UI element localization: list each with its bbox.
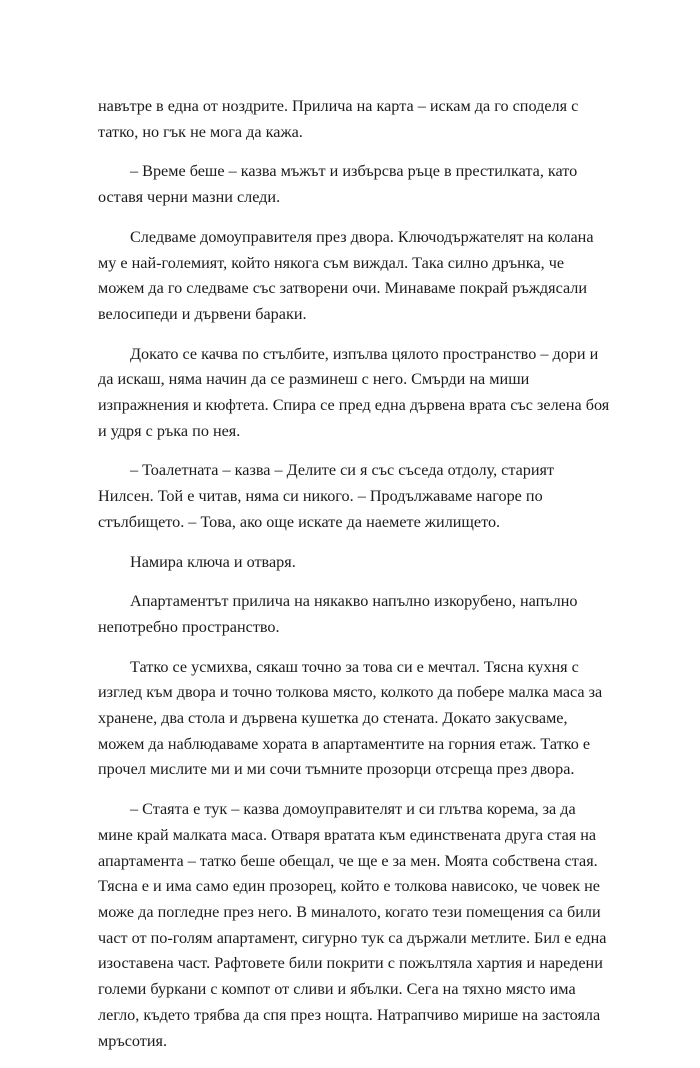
paragraph [98, 342, 608, 445]
text-line: стълбището. – Това, ако още искате да наемете жилището. [98, 512, 501, 531]
text-line: Апартаментът прилича на някакво напълно изкорубено, напълно [130, 592, 578, 611]
text-line: да искаш, няма начин да се разминеш с него. Смърди на миши [98, 370, 530, 389]
text-line: Следваме домоуправителя през двора. Ключодържателят на колана [130, 227, 594, 246]
text-line: прочел мислите ми и ми сочи тъмните прозорци отсреща през двора. [98, 760, 575, 779]
text-line: мине край малката маса. Отваря вратата към единствената друга стая на [98, 825, 597, 844]
text-line: изглед към двора и точно толкова място, колкото да побере малка маса за [98, 683, 603, 702]
paragraph [98, 159, 608, 210]
paragraph [98, 589, 608, 640]
text-line: легло, където трябва да спя през нощта. Натрапчиво мирише на застояла [98, 1005, 601, 1024]
text-line: оставя черни мазни следи. [98, 188, 281, 207]
paragraph [98, 458, 608, 535]
text-line: големи буркани с компот от сливи и ябълки. Сега на тяхно място има [98, 980, 576, 999]
text-line: непотребно пространство. [98, 617, 280, 636]
paragraph [98, 655, 608, 784]
paragraph [98, 797, 608, 1054]
text-line: мръсотия. [98, 1031, 168, 1050]
text-line: навътре в една от ноздрите. Прилича на карта – искам да го споделя с [98, 97, 579, 115]
text-line: му е най-големият, който някога съм виждал. Така силно дрънка, че [98, 253, 565, 272]
paragraph [98, 225, 608, 328]
paragraph [98, 94, 608, 145]
text-line: Докато се качва по стълбите, изпълва цялото пространство – дори и [130, 344, 599, 363]
text-line: хранене, два стола и дървена кушетка до стената. Докато закусваме, [98, 709, 568, 728]
text-line: изпражнения и кюфтета. Спира се пред една дървена врата със зелена боя [98, 396, 610, 415]
text-line: можем да наблюдаваме хората в апартаментите на горния етаж. Татко е [98, 734, 591, 753]
text-line: изоставена част. Рафтовете били покрити с пожълтяла хартия и наредени [98, 954, 603, 973]
text-line: можем да го следваме със затворени очи. Минаваме покрай ръждясали [98, 279, 588, 298]
text-line: може да погледне през него. В миналото, когато тези помещения са били [98, 902, 601, 921]
text-line: част от по-голям апартамент, сигурно тук са държали метлите. Бил е една [98, 928, 607, 947]
text-line: – Време беше – казва мъжът и избърсва ръце в престилката, като [130, 162, 578, 181]
text-line: Нилсен. Той е читав, няма си никого. – Продължаваме нагоре по [98, 487, 543, 506]
text-line: Намира ключа и отваря. [130, 552, 296, 571]
text-line: апартамента – татко беше обещал, че ще е за мен. Моята собствена стая. [98, 851, 598, 870]
text-line: и удря с ръка по нея. [98, 421, 241, 440]
text-line: татко, но гък не мога да кажа. [98, 122, 303, 141]
text-line: велосипеди и дървени бараки. [98, 304, 307, 323]
text-line: – Стаята е тук – казва домоуправителят и си глътва корема, за да [130, 800, 576, 819]
text-line: – Тоалетната – казва – Делите си я със съседа отдолу, старият [130, 461, 555, 480]
text-line: Татко се усмихва, сякаш точно за това си е мечтал. Тясна кухня с [130, 657, 579, 676]
body-text [98, 94, 608, 1068]
paragraph [98, 550, 608, 576]
text-line: Тясна е и има само един прозорец, който е толкова нависоко, че човек не [98, 877, 600, 896]
